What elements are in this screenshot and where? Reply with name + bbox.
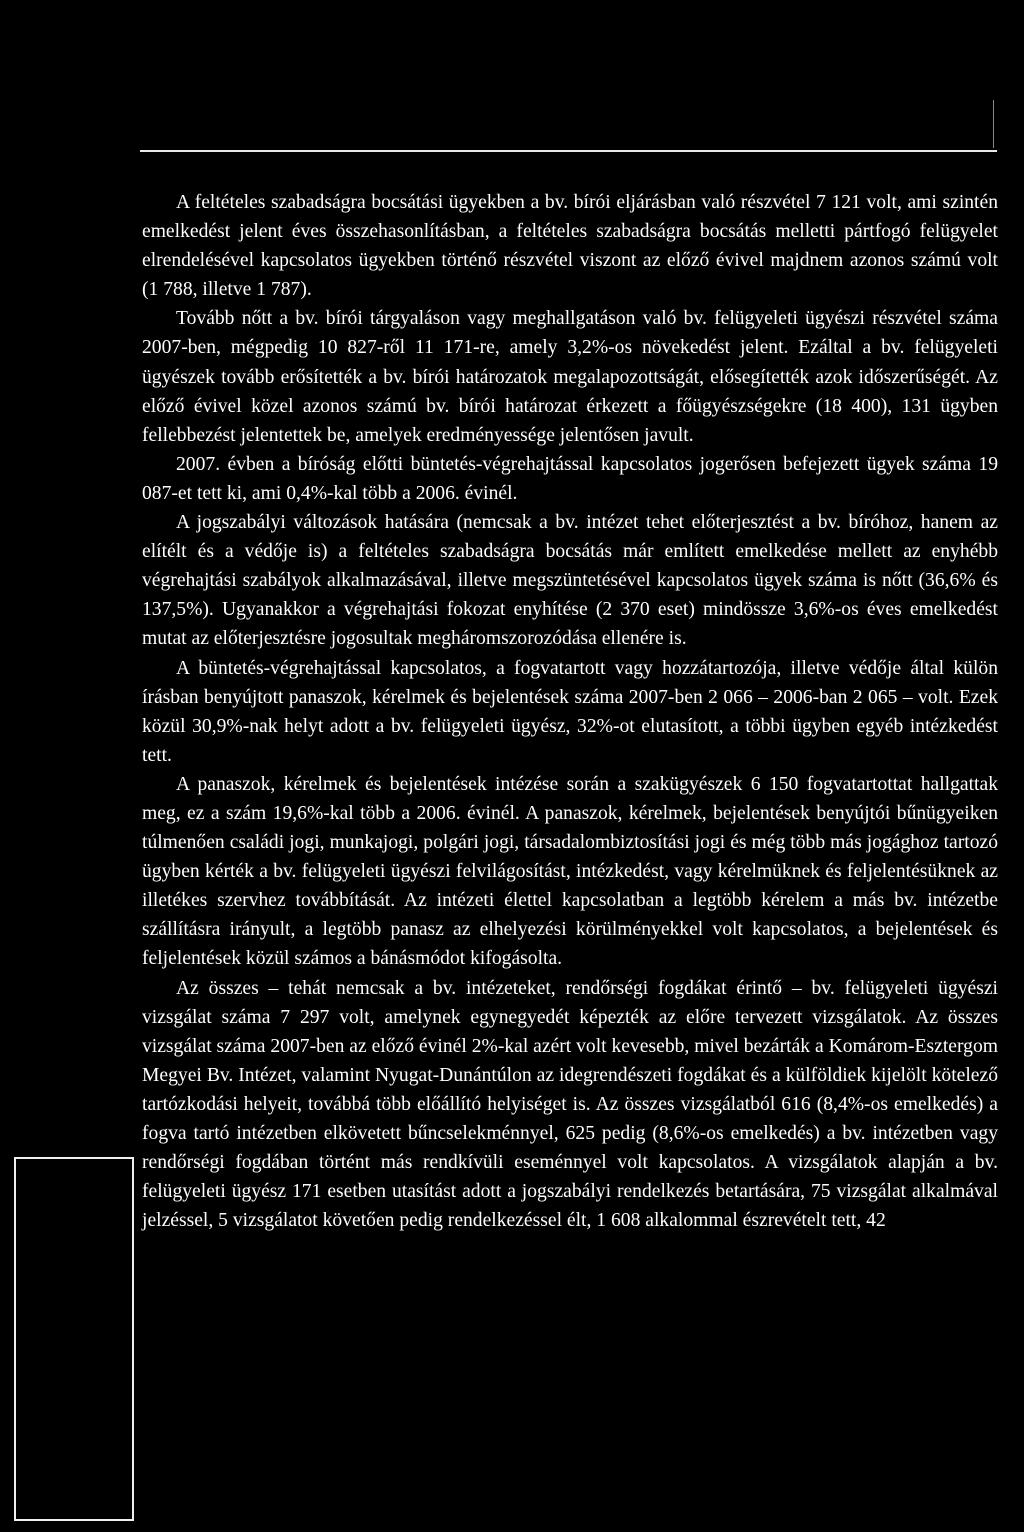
paragraph-6: A panaszok, kérelmek és bejelentések intézése során a szakügyészek 6 150 fogvatartottat hallgattak meg, ez a szám 19,6%-kal több a 2006. évinél. A panaszok, kérelmek, bejelentések benyújtói bűnügyeiken túlmenően családi jogi, munkajogi, polgári jogi, társadalombiztosítási jogi és még több más jogághoz tartozó ügyben kérték a bv. felügyeleti ügyészi felvilágosítást, intézkedést, vagy kérelmüknek és feljelentésüknek az illetékes szervhez továbbítását. Az intézeti élettel kapcsolatban a legtöbb kérelem a más bv. intézetbe szállításra irányult, a legtöbb panasz az elhelyezési körülményekkel volt kapcsolatos, a bejelentések és feljelentések közül számos a bánásmódot kifogásolta. [142, 773, 998, 970]
paragraph-2: Tovább nőtt a bv. bírói tárgyaláson vagy meghallgatáson való bv. felügyeleti ügyészi részvétel száma 2007-ben, mégpedig 10 827-ről 11 171-re, amely 3,2%-os növekedést jelent. Ezáltal a bv. felügyeleti ügyészek tovább erősítették a bv. bírói határozatok megalapozottságát, elősegítették azok időszerűségét. Az előző évivel közel azonos számú bv. bírói határozat érkezett a főügyészségekre (18 400), 131 ügyben fellebbezést jelentettek be, amelyek eredményessége jelentősen javult. [142, 308, 998, 446]
paragraph-7: Az összes – tehát nemcsak a bv. intézeteket, rendőrségi fogdákat érintő – bv. felügyeleti ügyészi vizsgálat száma 7 297 volt, amelynek egynegyedét képezték az előre tervezett vizsgálatok. Az összes vizsgálat száma 2007-ben az előző évinél 2%-kal azért volt kevesebb, mivel bezárták a Komárom-Esztergom Megyei Bv. Intézet, valamint Nyugat-Dunántúlon az idegrendészeti fogdákat és a külföldiek kijelölt kötelező tartózkodási helyeit, továbbá több előállító helyiséget is. Az összes vizsgálatból 616 (8,4%-os emelkedés) a fogva tartó intézetben elkövetett bűncselekménnyel, 625 pedig (8,6%-os emelkedés) a bv. intézetben vagy rendőrségi fogdában történt más rendkívüli eseménnyel volt kapcsolatos. A vizsgálatok alapján a bv. felügyeleti ügyész 171 esetben utasítást adott a jogszabályi rendelkezés betartására, 75 vizsgálat alkalmával jelzéssel, 5 vizsgálatot követően pedig rendelkezéssel élt, 1 608 alkalommal észrevételt tett, 42 [142, 977, 998, 1232]
paragraph-1: A feltételes szabadságra bocsátási ügyekben a bv. bírói eljárásban való részvétel 7 121 volt, ami szintén emelkedést jelent éves összehasonlításban, a feltételes szabadságra bocsátás melletti pártfogó felügyelet elrendelésével kapcsolatos ügyekben történő részvétel viszont az előző évivel majdnem azonos számú volt (1 788, illetve 1 787). [142, 192, 998, 301]
paragraph-5: A büntetés-végrehajtással kapcsolatos, a fogvatartott vagy hozzátartozója, illetve védője által külön írásban benyújtott panaszok, kérelmek és bejelentések száma 2007-ben 2 066 – 2006-ban 2 065 – volt. Ezek közül 30,9%-nak helyt adott a bv. felügyeleti ügyész, 32%-ot elutasított, a többi ügyben egyéb intézkedést tett. [142, 657, 998, 766]
margin-box [14, 1157, 134, 1521]
document-body [142, 188, 998, 1235]
paragraph-3: 2007. évben a bíróság előtti büntetés-végrehajtással kapcsolatos jogerősen befejezett ügyek száma 19 087-et tett ki, ami 0,4%-kal több a 2006. évinél. [142, 453, 998, 504]
header-rule [140, 150, 997, 152]
paragraph-4: A jogszabályi változások hatására (nemcsak a bv. intézet tehet előterjesztést a bv. bíróhoz, hanem az elítélt és a védője is) a feltételes szabadságra bocsátás már említett emelkedése mellett az enyhébb végrehajtási szabályok alkalmazásával, illetve megszüntetésével kapcsolatos ügyek száma is nőtt (36,6% és 137,5%). Ugyanakkor a végrehajtási fokozat enyhítése (2 370 eset) mindössze 3,6%-os éves emelkedést mutat az előterjesztésre jogosultak megháromszorozódása ellenére is. [142, 512, 998, 650]
page-edge-mark [993, 100, 994, 148]
